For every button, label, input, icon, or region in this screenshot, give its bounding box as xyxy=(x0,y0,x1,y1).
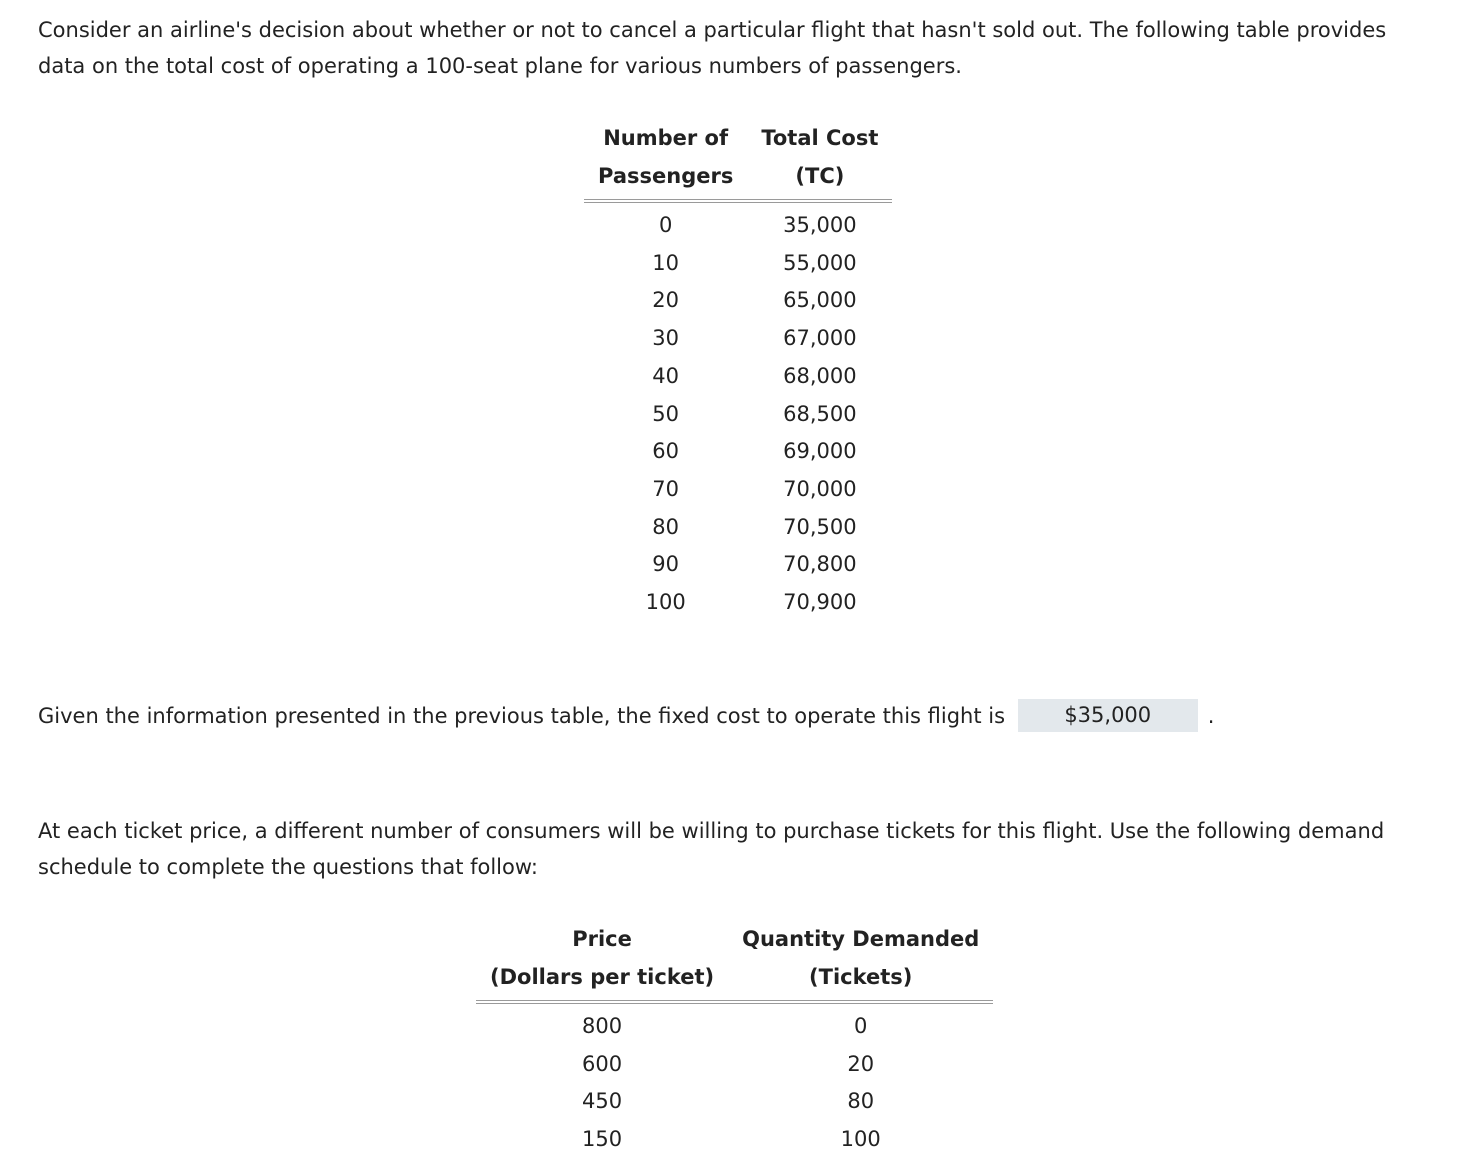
column-header: Price xyxy=(572,927,632,951)
demand-schedule-table xyxy=(476,920,993,1159)
table-cell: 70,900 xyxy=(783,590,857,615)
table-row xyxy=(584,282,892,320)
table-cell: 60 xyxy=(652,439,680,464)
column-header: (TC) xyxy=(747,157,892,201)
table-row xyxy=(584,358,892,396)
table-cell: 10 xyxy=(652,250,680,275)
table-cell: 150 xyxy=(582,1127,623,1152)
table-row xyxy=(584,433,892,471)
table-row xyxy=(584,201,892,245)
table-row xyxy=(584,471,892,509)
demand-intro-paragraph: At each ticket price, a different number of consumers will be willing to purchase tickets for this flight. Use the following demand schedule to complete the questions that follow: xyxy=(38,819,1385,879)
table-row xyxy=(584,320,892,358)
table-cell: 90 xyxy=(652,552,680,577)
table-cell: 70,800 xyxy=(783,552,857,577)
table-cell: 80 xyxy=(847,1089,875,1114)
table-cell: 68,000 xyxy=(783,363,857,388)
column-header: (Dollars per ticket) xyxy=(476,958,728,1002)
table-row xyxy=(476,1046,993,1084)
table-cell: 0 xyxy=(854,1014,868,1038)
total-cost-table xyxy=(584,119,892,622)
table-row xyxy=(584,396,892,434)
table-cell: 50 xyxy=(652,401,680,426)
column-header: Passengers xyxy=(584,157,747,201)
table-row xyxy=(476,1121,993,1159)
table-cell: 100 xyxy=(645,590,686,615)
table-cell: 20 xyxy=(652,288,680,313)
cost-table-body xyxy=(584,201,892,622)
table-cell: 70,500 xyxy=(783,514,857,539)
table-cell: 68,500 xyxy=(783,401,857,426)
question-text: Given the information presented in the previous table, the fixed cost to operate this flight is xyxy=(38,704,1006,728)
table-cell: 70 xyxy=(652,476,680,501)
intro-paragraph: Consider an airline's decision about whether or not to cancel a particular flight that hasn't sold out. The following table provides data on the total cost of operating a 100-seat plane for various numbers of passengers. xyxy=(38,18,1387,78)
table-row xyxy=(584,546,892,584)
table-row xyxy=(476,1083,993,1121)
table-cell: 40 xyxy=(652,363,680,388)
table-row xyxy=(584,584,892,622)
fixed-cost-question xyxy=(38,698,1438,734)
table-cell: 35,000 xyxy=(783,213,857,237)
table-cell: 55,000 xyxy=(783,250,857,275)
demand-table-body xyxy=(476,1002,993,1159)
column-header: Total Cost xyxy=(761,126,879,150)
table-cell: 70,000 xyxy=(783,476,857,501)
table-cell: 450 xyxy=(582,1089,623,1114)
fixed-cost-answer-field[interactable]: $35,000 xyxy=(1018,699,1198,732)
table-cell: 100 xyxy=(840,1127,881,1152)
table-cell: 600 xyxy=(582,1051,623,1076)
table-cell: 69,000 xyxy=(783,439,857,464)
table-row xyxy=(584,509,892,547)
table-row xyxy=(476,1002,993,1046)
table-row xyxy=(584,245,892,283)
table-cell: 20 xyxy=(847,1051,875,1076)
column-header: (Tickets) xyxy=(728,958,993,1002)
table-cell: 67,000 xyxy=(783,326,857,351)
column-header: Number of xyxy=(603,126,729,150)
table-cell: 30 xyxy=(652,326,680,351)
table-cell: 65,000 xyxy=(783,288,857,313)
table-cell: 80 xyxy=(652,514,680,539)
table-cell: 800 xyxy=(582,1014,623,1038)
table-cell: 0 xyxy=(658,213,673,237)
question-period: . xyxy=(1207,704,1215,728)
column-header: Quantity Demanded xyxy=(742,927,980,951)
